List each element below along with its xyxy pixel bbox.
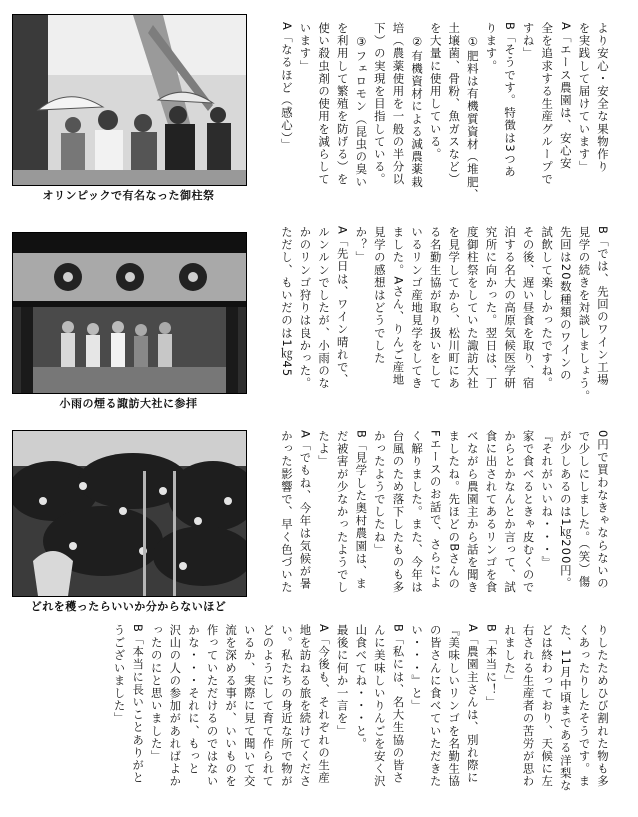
article-column-top (262, 22, 612, 204)
text-line: どのようにして育て作られて (261, 624, 276, 788)
text-line: 流を深める事が、いいものを (224, 624, 239, 788)
text-line: 台風のため落下したものも多 (391, 430, 406, 594)
text-line: いるか、実際に見て聞いて交 (242, 624, 257, 788)
text-line: B「見学した奥村農園は、ま (354, 430, 369, 591)
text-line: ました。Aさん、りんご産地 (391, 226, 406, 387)
article-column-bottom (18, 624, 612, 808)
text-line: い・・・』と」 (410, 624, 425, 713)
text-line: かったようでしたね」 (372, 430, 387, 556)
text-line: 地を訪ねる旅を続けてくださ (298, 624, 313, 788)
text-line: 土壌菌、骨粉、魚ガスなど） (447, 22, 462, 186)
text-line: ③フェロモン（昆虫の臭い (354, 22, 369, 189)
text-line: かな・・・それに、もっと (186, 624, 201, 776)
text-line: 家で食べるときゃ皮むくので (521, 430, 536, 594)
text-line: かのリンゴ狩りは良かった。 (298, 226, 313, 390)
text-line: 見学の感想はどうでした (372, 226, 387, 365)
text-line: ましたね。先ほどのBさんの (447, 430, 462, 591)
text-line: 試飲して楽しかったですね。 (540, 226, 555, 390)
text-line: んに美味しいりんごを安く沢 (372, 624, 387, 788)
text-line: より安心・安全な果物作り (596, 22, 610, 174)
text-line: B「本当に！」 (484, 624, 499, 709)
shrine-photo (12, 232, 247, 394)
photo-caption: 小雨の煙る諏訪大社に参拝 (59, 397, 198, 410)
photo-block-festival (12, 14, 245, 203)
text-line: その後、遅い昼食を取り、宿 (521, 226, 536, 390)
text-line: うございました」 (112, 624, 127, 725)
text-line: い。私たちの身近な所で物が (279, 624, 294, 788)
text-line: 泊する名大の高原気候医学研 (503, 226, 518, 390)
text-line: どは終わっており、天候に左 (540, 624, 555, 788)
text-line: だ被害が少なかったようでし (335, 430, 350, 594)
text-line: 度御柱祭をしていた諏訪大社 (465, 226, 480, 390)
text-line: A「なるほど（感心）」 (279, 22, 294, 152)
text-line: 下）の実現を目指している。 (372, 22, 387, 186)
text-line: 右される生産者の苦労が思わ (521, 624, 536, 788)
article-column-lower (262, 430, 612, 614)
text-line: A「農園主さんは、別れ際に (465, 624, 480, 785)
text-line: を実践して届けています」 (577, 22, 592, 174)
text-line: A「エース農園は、安心安 (558, 22, 573, 170)
text-line: く解りました。また、今年は (410, 430, 425, 594)
text-line: 0円で買わなきゃならないの (596, 430, 610, 590)
text-line: たよ」 (317, 430, 332, 468)
text-line: 沢山の人の参加があればよか (168, 624, 183, 788)
text-line: を大量に使用している。 (428, 22, 443, 161)
text-line: 培（農薬使用を一般の半分以 (391, 22, 406, 186)
article-column-middle (262, 226, 612, 414)
text-line: 究所に向かった。翌日は、丁 (484, 226, 499, 390)
text-line: 最後に何か一言を」 (335, 624, 350, 738)
text-line: た、11月中頃まである洋梨な (558, 624, 573, 793)
text-line: が少しあるのは1㎏200円。 (558, 430, 573, 590)
text-line: います」 (298, 22, 313, 73)
text-line: 作っていただけるのではない (205, 624, 220, 788)
text-line: べながら農園主から話を聞き (465, 430, 480, 594)
festival-photo (12, 14, 247, 186)
text-line: B「私には、名大生協の皆さ (391, 624, 406, 785)
text-line: 使い殺虫剤の使用を減らして (317, 22, 332, 186)
apple-orchard-photo (12, 430, 247, 597)
text-line: の皆さんに食べていただきた (428, 624, 443, 788)
text-line: ただし、もいだのは1㎏45 (279, 226, 294, 378)
text-line: ります。 (484, 22, 499, 73)
text-line: Fエースのお話で、さらによ (428, 430, 443, 589)
text-line: りしたためひび割れた物も多 (596, 624, 610, 788)
text-line: 全を追求する生産グループで (540, 22, 555, 186)
text-line: B「では、先回のワイン工場 (596, 226, 610, 387)
text-line: ルンルンでしたが、小雨のな (317, 226, 332, 390)
text-line: B「本当に長いことありがと (131, 624, 146, 785)
text-line: 先回は20数種類のワインの (558, 226, 573, 382)
text-line: 山食べてね・・・と。 (354, 624, 369, 750)
photo-block-shrine (12, 232, 245, 411)
text-line: 食に出されてあるリンゴを食 (484, 430, 499, 594)
text-line: ったのにと思いました」 (149, 624, 164, 763)
text-line: B「そうです。特徴は3つあ (503, 22, 518, 179)
text-line: 見学の続きを対談しましょう。 (577, 226, 592, 403)
text-line: ①肥料は有機質資材（堆肥、 (465, 22, 480, 201)
text-line: か？」 (354, 226, 369, 264)
text-line: ②有機資材による減農薬栽 (410, 22, 425, 189)
text-line: A「今後も、それぞれの生産 (317, 624, 332, 785)
text-line: 『それがいいね・・・』 (540, 430, 555, 569)
photo-block-orchard (12, 430, 245, 614)
text-line: A「でもね、今年は気候が暑 (298, 430, 313, 591)
photo-caption: どれを穫ったらいいか分からないほど (30, 600, 227, 613)
text-line: で少しにしました。（笑）傷 (577, 430, 592, 589)
photo-caption: オリンピックで有名なった御柱祭 (42, 189, 215, 202)
text-line: れました」 (503, 624, 518, 687)
text-line: を見学してから、松川町にあ (447, 226, 462, 390)
text-line: A「先日は、ワイン晴れで、 (335, 226, 350, 387)
text-line: からとかなんとか言って、試 (503, 430, 518, 594)
text-line: を利用して繁殖を防げる）を (335, 22, 350, 186)
text-line: くあったりしたそうです。ま (577, 624, 592, 788)
text-line: る名勤生協が取り扱いをして (428, 226, 443, 390)
text-line: いるリンゴ産地見学をしてき (410, 226, 425, 390)
text-line: かった影響で、早く色づいた (279, 430, 294, 594)
text-line: すね」 (521, 22, 536, 60)
text-line: 『美味しいリンゴを名勤生協 (447, 624, 462, 788)
